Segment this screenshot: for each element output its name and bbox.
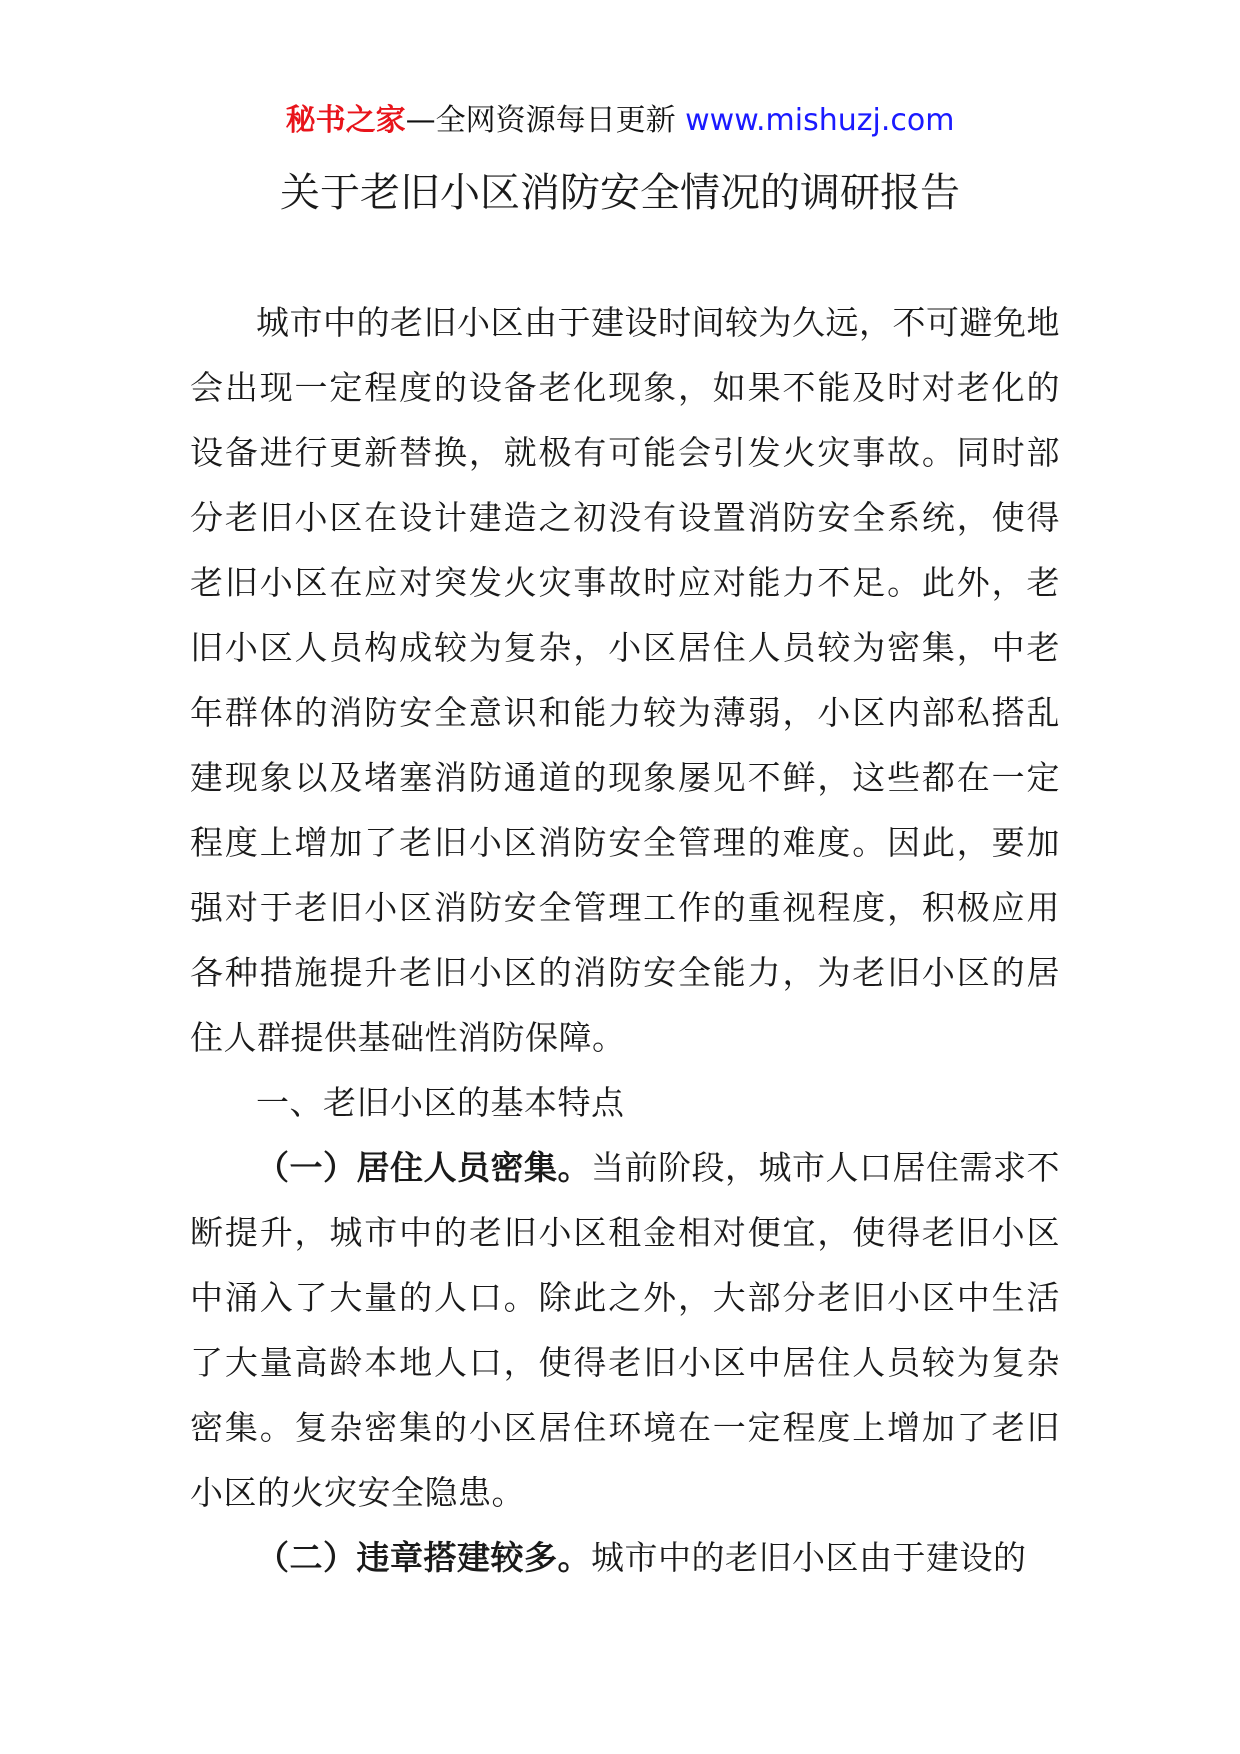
subsection-1-paragraph <box>190 1135 1060 1525</box>
document-body <box>190 290 1060 1590</box>
subsection-2-heading: （二）违章搭建较多。 <box>256 1538 591 1577</box>
intro-paragraph: 城市中的老旧小区由于建设时间较为久远，不可避免地会出现一定程度的设备老化现象，如果不能及时对老化的设备进行更新替换，就极有可能会引发火灾事故。同时部分老旧小区在设计建造之初没有设置消防安全系统，使得老旧小区在应对突发火灾事故时应对能力不足。此外，老旧小区人员构成较为复杂，小区居住人员较为密集，中老年群体的消防安全意识和能力较为薄弱，小区内部私搭乱建现象以及堵塞消防通道的现象屡见不鲜，这些都在一定程度上增加了老旧小区消防安全管理的难度。因此，要加强对于老旧小区消防安全管理工作的重视程度，积极应用各种措施提升老旧小区的消防安全能力，为老旧小区的居住人群提供基础性消防保障。 <box>190 303 1060 1057</box>
subsection-2-text: 城市中的老旧小区由于建设的 <box>591 1538 1027 1577</box>
brand-name: 秘书之家 <box>285 103 406 138</box>
subsection-1-text: 当前阶段，城市人口居住需求不断提升，城市中的老旧小区租金相对便宜，使得老旧小区中涌入了大量的人口。除此之外，大部分老旧小区中生活了大量高龄本地人口，使得老旧小区中居住人员较为复杂密集。复杂密集的小区居住环境在一定程度上增加了老旧小区的火灾安全隐患。 <box>190 1148 1060 1512</box>
site-header <box>0 101 1240 141</box>
section-1-heading: 一、老旧小区的基本特点 <box>256 1083 625 1122</box>
subsection-2-paragraph <box>190 1525 1060 1590</box>
document-title: 关于老旧小区消防安全情况的调研报告 <box>280 170 960 216</box>
site-url-link[interactable]: www.mishuzj.com <box>685 103 955 138</box>
header-tagline: —全网资源每日更新 <box>405 103 676 138</box>
subsection-1-heading: （一）居住人员密集。 <box>256 1148 591 1187</box>
